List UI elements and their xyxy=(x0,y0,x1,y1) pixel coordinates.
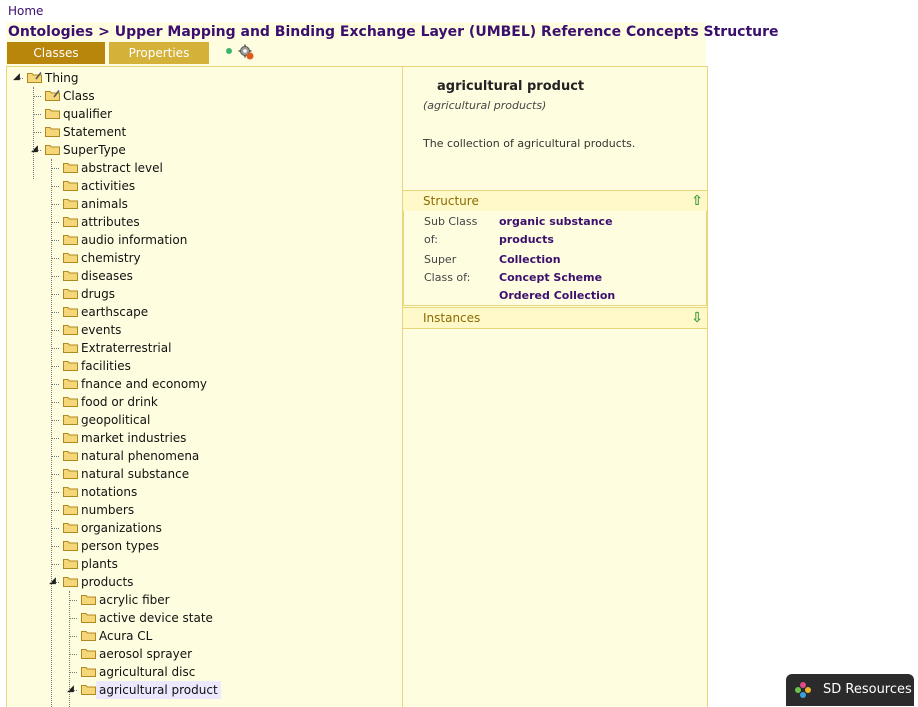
home-link[interactable]: Home xyxy=(8,4,44,18)
tree-node[interactable] xyxy=(7,159,397,177)
concept-detail-pane xyxy=(402,66,708,707)
folder-icon xyxy=(63,414,78,425)
tree-node[interactable] xyxy=(7,519,397,537)
tree-expanded-toggle-icon[interactable]: ◢ xyxy=(49,576,56,586)
tree-expanded-toggle-icon[interactable]: ◢ xyxy=(67,684,74,694)
tree-connector xyxy=(69,672,77,673)
folder-icon xyxy=(63,360,78,371)
tree-connector xyxy=(33,114,41,115)
collapse-up-arrow-icon[interactable]: ⇧ xyxy=(691,193,703,209)
tree-node[interactable] xyxy=(7,267,397,285)
tree-node-label[interactable]: food or drink xyxy=(81,395,158,409)
tab-properties[interactable]: Properties xyxy=(109,42,209,64)
folder-icon xyxy=(63,468,78,479)
tree-node-label[interactable]: chemistry xyxy=(81,251,141,265)
folder-icon xyxy=(63,180,78,191)
tree-connector xyxy=(51,312,59,313)
folder-icon xyxy=(81,666,96,677)
tree-connector xyxy=(51,222,59,223)
tree-node[interactable] xyxy=(7,627,397,645)
expand-down-arrow-icon[interactable]: ⇩ xyxy=(691,310,703,326)
tree-node[interactable] xyxy=(7,681,397,699)
folder-edit-icon xyxy=(27,72,42,83)
tree-node-label[interactable]: active device state xyxy=(99,611,213,625)
tree-guide-line xyxy=(33,87,34,179)
tree-node[interactable] xyxy=(7,411,397,429)
tree-node-label[interactable]: natural phenomena xyxy=(81,449,200,463)
tree-connector xyxy=(51,276,59,277)
tree-connector xyxy=(33,132,41,133)
tree-node-label[interactable]: abstract level xyxy=(81,161,163,175)
folder-icon xyxy=(63,288,78,299)
tree-node-label[interactable]: animals xyxy=(81,197,128,211)
tree-connector xyxy=(51,402,59,403)
tree-node-label[interactable]: qualifier xyxy=(63,107,113,121)
tree-connector xyxy=(51,348,59,349)
tree-connector xyxy=(51,294,59,295)
superclass-link-concept-scheme[interactable]: Concept Scheme xyxy=(499,271,603,284)
tree-node[interactable] xyxy=(7,555,397,573)
tree-expanded-toggle-icon[interactable]: ◢ xyxy=(13,72,20,82)
concept-title: agricultural product xyxy=(437,79,585,94)
tree-node-label[interactable]: agricultural product xyxy=(96,681,221,699)
tree-node[interactable] xyxy=(7,213,397,231)
subclass-label-line2: of: xyxy=(424,233,438,246)
tree-node-label[interactable]: market industries xyxy=(81,431,187,445)
superclass-link-collection[interactable]: Collection xyxy=(499,253,561,266)
sd-resources-label: SD Resources xyxy=(823,682,912,697)
tree-node-label[interactable]: earthscape xyxy=(81,305,149,319)
folder-icon xyxy=(63,198,78,209)
tree-node[interactable] xyxy=(7,501,397,519)
settings-gear-icon[interactable] xyxy=(238,44,254,60)
tree-node[interactable] xyxy=(7,123,397,141)
tree-connector xyxy=(51,204,59,205)
tree-node[interactable] xyxy=(7,645,397,663)
tree-node[interactable] xyxy=(7,69,397,87)
tree-connector xyxy=(69,618,77,619)
folder-icon xyxy=(45,108,60,119)
tree-node-label[interactable]: products xyxy=(81,575,134,589)
tree-node[interactable] xyxy=(7,231,397,249)
tree-node[interactable] xyxy=(7,285,397,303)
folder-icon xyxy=(63,432,78,443)
tree-node[interactable] xyxy=(7,573,397,591)
tree-connector xyxy=(51,168,59,169)
folder-icon xyxy=(63,270,78,281)
tree-node[interactable] xyxy=(7,609,397,627)
tab-classes[interactable]: Classes xyxy=(7,42,105,64)
page-title xyxy=(8,24,779,40)
superclass-link-ordered-collection[interactable]: Ordered Collection xyxy=(499,289,616,302)
tree-node-label[interactable]: facilities xyxy=(81,359,131,373)
tree-node-label[interactable]: acrylic fiber xyxy=(99,593,170,607)
tree-node[interactable] xyxy=(7,177,397,195)
folder-icon xyxy=(81,648,96,659)
tree-connector xyxy=(51,366,59,367)
folder-icon xyxy=(63,396,78,407)
tree-node[interactable] xyxy=(7,465,397,483)
folder-edit-icon xyxy=(45,90,60,101)
folder-icon xyxy=(63,234,78,245)
sd-resources-badge[interactable] xyxy=(786,674,914,706)
folder-icon xyxy=(63,306,78,317)
tree-node[interactable] xyxy=(7,537,397,555)
tree-node-label[interactable]: plants xyxy=(81,557,118,571)
tree-expanded-toggle-icon[interactable]: ◢ xyxy=(31,144,38,154)
tree-node[interactable] xyxy=(7,321,397,339)
folder-icon xyxy=(63,216,78,227)
folder-icon xyxy=(45,144,60,155)
folder-icon xyxy=(63,450,78,461)
tree-connector xyxy=(51,474,59,475)
tree-connector xyxy=(51,384,59,385)
instances-section-title: Instances xyxy=(423,311,481,325)
tree-node[interactable] xyxy=(7,141,397,159)
tree-node-label[interactable]: Acura CL xyxy=(99,629,153,643)
tree-connector xyxy=(33,96,41,97)
tree-connector xyxy=(51,240,59,241)
status-dot-icon xyxy=(226,48,232,54)
tree-node[interactable] xyxy=(7,393,397,411)
folder-icon xyxy=(81,630,96,641)
folder-icon xyxy=(81,612,96,623)
concept-plural-label: (agricultural products) xyxy=(423,99,547,112)
tree-node-label[interactable]: attributes xyxy=(81,215,140,229)
folder-icon xyxy=(81,684,96,695)
folder-icon xyxy=(63,486,78,497)
tree-connector xyxy=(69,654,77,655)
subclass-link-products[interactable]: products xyxy=(499,233,554,246)
folder-icon xyxy=(45,126,60,137)
tree-node-label[interactable]: drugs xyxy=(81,287,116,301)
tree-node[interactable] xyxy=(7,483,397,501)
tree-connector xyxy=(51,258,59,259)
tree-connector xyxy=(51,456,59,457)
breadcrumb-ontologies-link[interactable]: Ontologies xyxy=(8,24,94,40)
tree-connector xyxy=(51,420,59,421)
tree-connector xyxy=(69,636,77,637)
folder-icon xyxy=(63,252,78,263)
tree-node-label[interactable]: activities xyxy=(81,179,136,193)
folder-icon xyxy=(63,324,78,335)
tree-node[interactable] xyxy=(7,303,397,321)
tree-node-label[interactable]: notations xyxy=(81,485,138,499)
folder-icon xyxy=(81,594,96,605)
folder-icon xyxy=(63,342,78,353)
tree-node[interactable] xyxy=(7,591,397,609)
superclass-label-line2: Class of: xyxy=(424,271,471,284)
tree-node-label[interactable]: person types xyxy=(81,539,160,553)
folder-icon xyxy=(63,558,78,569)
class-tree-pane[interactable] xyxy=(6,66,403,707)
tree-connector xyxy=(51,330,59,331)
structure-section-title: Structure xyxy=(423,194,479,208)
tree-guide-line xyxy=(69,591,70,707)
instances-section-header[interactable] xyxy=(403,307,707,329)
tree-node[interactable] xyxy=(7,339,397,357)
tree-connector xyxy=(51,492,59,493)
tree-node[interactable] xyxy=(7,375,397,393)
tree-node[interactable] xyxy=(7,429,397,447)
structure-section-body xyxy=(403,211,707,306)
tree-node-label[interactable]: organizations xyxy=(81,521,162,535)
tree-connector xyxy=(51,186,59,187)
tree-node-label[interactable]: geopolitical xyxy=(81,413,151,427)
tree-node-label[interactable]: audio information xyxy=(81,233,188,247)
tree-node-label[interactable]: numbers xyxy=(81,503,135,517)
tree-connector xyxy=(51,564,59,565)
tree-node-label[interactable]: Extraterrestrial xyxy=(81,341,172,355)
folder-icon xyxy=(63,576,78,587)
tree-node-label[interactable]: diseases xyxy=(81,269,133,283)
folder-icon xyxy=(63,162,78,173)
tree-connector xyxy=(51,510,59,511)
subclass-link-organic-substance[interactable]: organic substance xyxy=(499,215,613,228)
tree-node-label[interactable]: Statement xyxy=(63,125,127,139)
breadcrumb-current: Upper Mapping and Binding Exchange Layer (UMBEL) Reference Concepts Structure xyxy=(114,24,779,40)
folder-icon xyxy=(63,504,78,515)
tree-node-label[interactable]: SuperType xyxy=(63,143,126,157)
breadcrumb-separator: > xyxy=(93,24,115,40)
tree-node-label[interactable]: Class xyxy=(63,89,95,103)
folder-icon xyxy=(63,378,78,389)
tree-node-label[interactable]: agricultural disc xyxy=(99,665,196,679)
superclass-label-line1: Super xyxy=(424,253,457,266)
structure-section-header[interactable] xyxy=(403,190,707,212)
tree-connector xyxy=(69,600,77,601)
tree-node[interactable] xyxy=(7,87,397,105)
tree-node-label[interactable]: aerosol sprayer xyxy=(99,647,193,661)
tree-node-label[interactable]: events xyxy=(81,323,122,337)
tree-node[interactable] xyxy=(7,249,397,267)
tree-node[interactable] xyxy=(7,195,397,213)
tree-node-label[interactable]: natural substance xyxy=(81,467,190,481)
concept-description: The collection of agricultural products. xyxy=(423,137,636,150)
folder-icon xyxy=(63,540,78,551)
tree-guide-line xyxy=(51,159,52,707)
tree-connector xyxy=(51,438,59,439)
tree-node[interactable] xyxy=(7,447,397,465)
tree-node[interactable] xyxy=(7,357,397,375)
tree-node-label[interactable]: Thing xyxy=(45,71,79,85)
tree-connector xyxy=(51,546,59,547)
tree-node[interactable] xyxy=(7,663,397,681)
sd-resources-logo-icon xyxy=(794,681,812,699)
folder-icon xyxy=(63,522,78,533)
tree-connector xyxy=(51,528,59,529)
tree-node-label[interactable]: fnance and economy xyxy=(81,377,208,391)
subclass-label-line1: Sub Class xyxy=(424,215,478,228)
tree-node[interactable] xyxy=(7,105,397,123)
